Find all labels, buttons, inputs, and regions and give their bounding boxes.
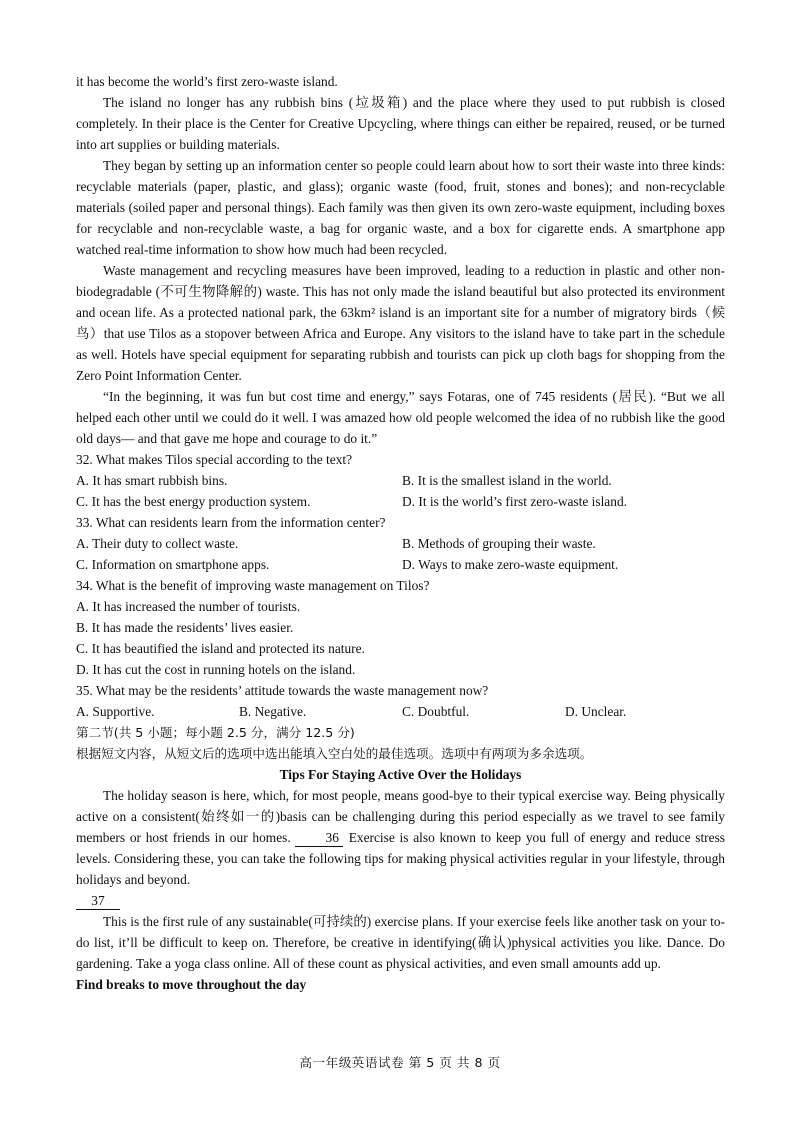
option-c: C. Information on smartphone apps. [76,557,270,572]
question-33 [76,512,725,575]
option-c: C. Doubtful. [402,704,470,719]
option-a: A. Their duty to collect waste. [76,536,239,551]
passage-paragraph [76,785,725,890]
passage-title: Tips For Staying Active Over the Holidays [279,767,522,782]
subheading: Find breaks to move throughout the day [76,977,307,992]
option-d: D. It is the world’s first zero-waste island. [402,494,627,509]
question-35 [76,680,725,722]
blank-36: 36 [295,830,343,847]
option-c: C. It has beautified the island and protected its nature. [76,641,365,656]
option-a: A. It has smart rubbish bins. [76,473,228,488]
option-a: A. It has increased the number of tourists. [76,599,301,614]
blank-37: 37 [76,893,120,910]
option-b: B. It is the smallest island in the world. [402,473,612,488]
blank-line [76,890,725,911]
option-a: A. Supportive. [76,704,155,719]
option-d: D. Unclear. [565,704,627,719]
option-d: D. It has cut the cost in running hotels on the island. [76,662,356,677]
section-instruction: 根据短文内容，从短文后的选项中选出能填入空白处的最佳选项。选项中有两项为多余选项。 [76,746,593,761]
option-b: B. Negative. [239,704,307,719]
page-footer: 高一年级英语试卷 第 5 页 共 8 页 [299,1055,501,1070]
question-stem: 35. What may be the residents’ attitude towards the waste management now? [76,683,489,698]
exam-page-content [76,71,725,995]
passage-paragraph: They began by setting up an information center so people could learn about how to sort their waste into three kinds: recyclable materials (paper, plastic, and glass); organic waste (food, fruit, stones and bones); and non-recyclable materials (soiled paper and personal things). Each family was then given its own zero-waste equipment, including boxes for recyclable and non-recyclable waste, a bag for organic waste, and a box for cigarette ends. A smartphone app watched real-time information to show how much had been recycled. [76,158,725,257]
option-b: B. Methods of grouping their waste. [402,536,596,551]
passage-paragraph: The island no longer has any rubbish bins (垃圾箱) and the place where they used to put rubbish is closed completely. In their place is the Center for Creative Upcycling, where things can either be repaired, reused, or be turned into art supplies or building materials. [76,95,725,152]
question-32 [76,449,725,512]
passage-paragraph: “In the beginning, it was fun but cost time and energy,” says Fotaras, one of 745 residents (居民). “But we all helped each other until we could do it well. I was amazed how old people welcomed the idea of no rubbish like the good old days— and that gave me hope and courage to do it.” [76,389,725,446]
option-d: D. Ways to make zero-waste equipment. [402,557,619,572]
section-header: 第二节(共 5 小题；每小题 2.5 分，满分 12.5 分) [76,725,355,740]
option-b: B. It has made the residents’ lives easier. [76,620,294,635]
question-stem: 32. What makes Tilos special according to the text? [76,452,353,467]
passage-paragraph: This is the first rule of any sustainable(可持续的) exercise plans. If your exercise feels like another task on your to-do list, it’ll be difficult to keep on. Therefore, be creative in identifying(确认)physical activities you like. Dance. Do gardening. Take a yoga class online. All of these count as physical activities, and even small amounts add up. [76,914,725,971]
option-c: C. It has the best energy production system. [76,494,311,509]
paragraph-text: Exercise is also known to keep you full of energy and reduce stress levels. Considering these, you can take the following tips for making physical activities regular in your lifestyle, through holidays and beyond. [76,830,725,887]
paragraph-text: The holiday season is here, which, for most people, means good-bye to their typical exercise way. Being physically active on a consistent(始终如一的)basis can be challenging during this period especially as we travel to see family members or host friends in our homes. [76,788,725,845]
question-stem: 33. What can residents learn from the information center? [76,515,386,530]
passage-paragraph: Waste management and recycling measures have been improved, leading to a reduction in plastic and other non-biodegradable (不可生物降解的) waste. This has not only made the island beautiful but also protected its environment and ocean life. As a protected national park, the 63km² island is an important site for a number of migratory birds（候鸟）that use Tilos as a stopover between Africa and Europe. Any visitors to the island have to take part in the schedule as well. Hotels have special equipment for separating rubbish and tourists can pick up cloth bags for shopping from the Zero Point Information Center. [76,263,725,383]
passage-line: it has become the world’s first zero-waste island. [76,74,338,89]
question-stem: 34. What is the benefit of improving waste management on Tilos? [76,578,430,593]
question-34 [76,575,725,680]
